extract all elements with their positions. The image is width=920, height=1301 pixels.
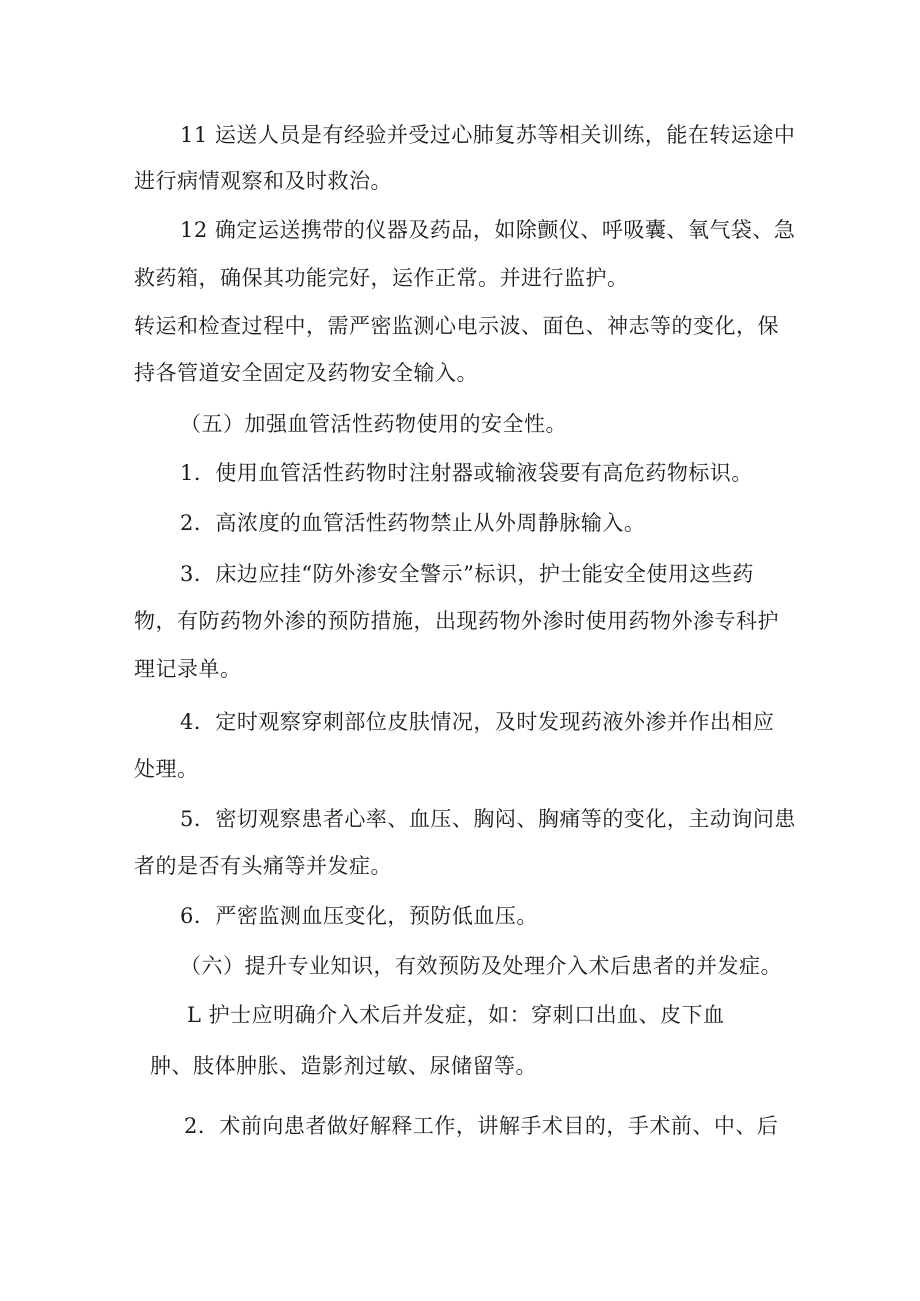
text-line: 者的是否有头痛等并发症。 <box>134 854 392 878</box>
text-line: 肿、肢体肿胀、造影剂过敏、尿储留等。 <box>150 1054 537 1078</box>
list-item: 4．定时观察穿刺部位皮肤情况，及时发现药液外渗并作出相应 <box>180 710 775 734</box>
text-line: 物，有防药物外渗的预防措施，出现药物外渗时使用药物外渗专科护 <box>134 609 779 633</box>
list-item: 2．术前向患者做好解释工作，讲解手术目的，手术前、中、后 <box>184 1114 779 1138</box>
text-line: 进行病情观察和及时救治。 <box>134 169 392 193</box>
list-item: L 护士应明确介入术后并发症，如：穿刺口出血、皮下血 <box>187 1003 725 1027</box>
list-item: 1．使用血管活性药物时注射器或输液袋要有高危药物标识。 <box>180 461 753 485</box>
text-line: 转运和检查过程中，需严密监测心电示波、面色、神志等的变化，保 <box>134 314 779 338</box>
text-line: 救药箱，确保其功能完好，运作正常。并进行监护。 <box>134 266 629 290</box>
section-heading: （六）提升专业知识，有效预防及处理介入术后患者的并发症。 <box>180 954 782 978</box>
list-item: 5．密切观察患者心率、血压、胸闷、胸痛等的变化，主动询问患 <box>180 807 796 831</box>
list-item: 3．床边应挂“防外渗安全警示”标识，护士能安全使用这些药 <box>180 562 754 586</box>
text-line: 处理。 <box>134 757 199 781</box>
text-line: 理记录单。 <box>134 657 242 681</box>
text-line: 12 确定运送携带的仪器及药品，如除颤仪、呼吸囊、氧气袋、急 <box>180 218 796 242</box>
text-line: 持各管道安全固定及药物安全输入。 <box>134 361 478 385</box>
list-item: 6．严密监测血压变化，预防低血压。 <box>180 904 538 928</box>
text-line: 11 运送人员是有经验并受过心肺复苏等相关训练，能在转运途中 <box>180 123 796 147</box>
section-heading: （五）加强血管活性药物使用的安全性。 <box>180 412 567 436</box>
list-item: 2．高浓度的血管活性药物禁止从外周静脉输入。 <box>180 511 646 535</box>
